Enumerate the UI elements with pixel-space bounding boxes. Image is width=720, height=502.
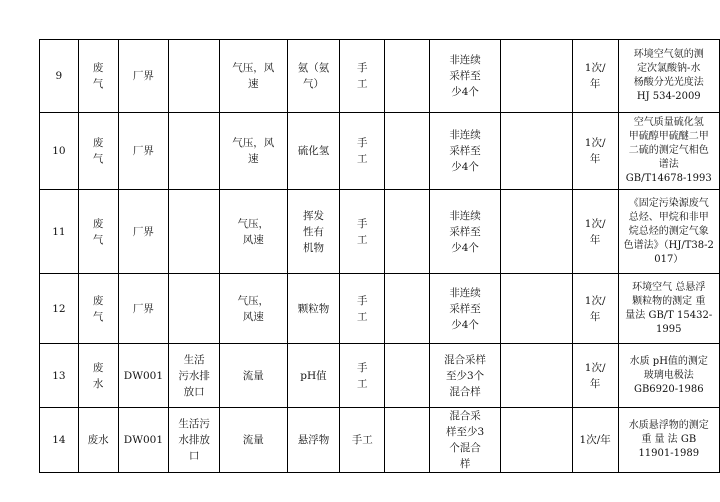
analysis-method-line: 烷总烃的测定气象	[628, 225, 709, 237]
row-number	[40, 408, 79, 473]
monitoring-item	[287, 408, 340, 473]
empty-cell	[501, 274, 572, 344]
analysis-method-line: 定次氯酸钠-水	[637, 63, 701, 74]
row-number	[40, 40, 79, 113]
row-number	[40, 113, 79, 190]
frequency	[572, 113, 618, 190]
outlet-name-line: 水排放	[178, 434, 210, 446]
analysis-method-line: 颗粒物的测定 重	[632, 295, 706, 307]
pollutant-type	[78, 408, 118, 473]
monitoring-item-line: pH值	[300, 369, 327, 382]
frequency-line: 1次/	[584, 137, 606, 149]
pollutant-type	[78, 190, 118, 274]
pollutant-type-line: 气	[92, 233, 104, 246]
outlet-name-line: 放口	[183, 385, 205, 398]
analysis-method-line: 11901-1989	[638, 448, 700, 459]
monitoring-mode	[340, 190, 385, 274]
row-number	[40, 190, 79, 274]
outlet-name-line: 污水排	[178, 369, 210, 382]
monitoring-point	[118, 344, 169, 408]
monitoring-item	[287, 40, 340, 113]
frequency-line: 1次/	[584, 62, 606, 74]
monitoring-point-text: 厂界	[132, 225, 154, 238]
monitoring-point	[118, 274, 169, 344]
empty-cell	[385, 274, 430, 344]
outlet-name-line: 生活污	[178, 418, 210, 430]
empty-cell	[385, 344, 430, 408]
sampling-method	[429, 190, 501, 274]
empty-cell	[501, 190, 572, 274]
analysis-method-line: 空气质量硫化氢	[633, 117, 704, 128]
sampling-method-line: 采样至	[449, 225, 481, 238]
monitoring-mode	[340, 113, 385, 190]
pollutant-type-line: 废水	[87, 434, 109, 446]
sampling-method-line: 采样至	[449, 70, 481, 82]
sampling-method	[429, 408, 501, 473]
frequency-line: 年	[589, 78, 601, 90]
empty-cell	[501, 344, 572, 408]
monitoring-point-text: 厂界	[132, 70, 154, 82]
analysis-method-line: 量法 GB/T 15432-	[625, 309, 713, 321]
parameters-line: 气压，	[237, 217, 270, 230]
analysis-method-line: 环境空气氨的测	[633, 49, 704, 60]
analysis-method-line: 《固定污染源废气	[628, 197, 709, 209]
monitoring-mode-line: 工	[357, 233, 368, 246]
sampling-method-line: 少4个	[451, 318, 479, 331]
frequency	[572, 190, 618, 274]
parameters-line: 气压，	[237, 294, 270, 307]
analysis-method-line: HJ 534-2009	[636, 91, 701, 102]
frequency-line: 年	[589, 153, 601, 165]
table-row	[40, 408, 720, 473]
parameters-line: 速	[248, 78, 259, 90]
monitoring-item-line: 颗粒物	[297, 302, 330, 315]
sampling-method-line: 少4个	[451, 86, 479, 98]
sampling-method-line: 非连续	[449, 286, 481, 299]
parameters-line: 速	[248, 153, 259, 165]
parameters-line: 风速	[242, 310, 264, 323]
monitoring-item-line: 硫化氢	[297, 145, 330, 157]
parameters-line: 气压，风	[232, 62, 275, 74]
frequency	[572, 344, 618, 408]
frequency-line: 年	[589, 377, 601, 390]
monitoring-item-line: 气）	[302, 78, 324, 90]
empty-cell	[385, 113, 430, 190]
analysis-method-line: 环境空气 总悬浮	[632, 281, 706, 293]
table-row	[40, 113, 720, 190]
pollutant-type-line: 废	[92, 361, 104, 374]
table-row	[40, 344, 720, 408]
sampling-method-line: 至少3个	[445, 369, 485, 382]
monitoring-point-text: DW001	[123, 369, 164, 382]
pollutant-type-line: 废	[92, 62, 104, 74]
analysis-method	[618, 190, 719, 274]
sampling-method-line: 少4个	[451, 161, 479, 173]
pollutant-type	[78, 274, 118, 344]
parameters-line: 流量	[242, 369, 264, 382]
monitoring-mode-line: 工	[357, 153, 368, 165]
frequency-line: 1次/	[584, 294, 606, 307]
monitoring-point-text: 厂界	[132, 145, 154, 157]
pollutant-type-line: 气	[92, 310, 104, 323]
pollutant-type-line: 废	[92, 137, 104, 149]
analysis-method-line: 水质悬浮物的测定	[628, 420, 709, 431]
monitoring-mode-line: 工	[357, 78, 368, 90]
outlet-name-line: 生活	[183, 353, 205, 366]
empty-cell	[501, 113, 572, 190]
monitoring-point	[118, 40, 169, 113]
table-row	[40, 274, 720, 344]
pollutant-type-line: 废	[92, 217, 104, 230]
monitoring-item-line: 悬浮物	[297, 434, 330, 446]
empty-cell	[501, 40, 572, 113]
monitoring-point	[118, 408, 169, 473]
analysis-method-line: 色谱法》（HJ/T38-2	[623, 239, 714, 251]
row-number-text: 10	[52, 145, 66, 157]
table-row	[40, 190, 720, 274]
row-number-text: 12	[52, 302, 66, 315]
frequency-line: 1次/	[584, 361, 606, 374]
monitoring-mode-line: 手工	[351, 434, 373, 446]
monitoring-mode-line: 手	[357, 361, 368, 374]
table-row	[40, 40, 720, 113]
analysis-method	[618, 113, 719, 190]
parameters	[219, 113, 287, 190]
sampling-method	[429, 113, 501, 190]
monitoring-item-line: 挥发	[302, 209, 324, 222]
analysis-method	[618, 274, 719, 344]
outlet-name	[169, 344, 220, 408]
pollutant-type-line: 水	[92, 377, 104, 390]
analysis-method-line: 水质 pH值的测定	[629, 355, 708, 367]
sampling-method-line: 少4个	[451, 241, 479, 254]
parameters	[219, 40, 287, 113]
parameters	[219, 274, 287, 344]
analysis-method-line: GB/T14678-1993	[625, 173, 712, 184]
analysis-method-line: 二硫的测定气相色	[628, 145, 709, 156]
pollutant-type	[78, 344, 118, 408]
frequency	[572, 408, 618, 473]
analysis-method-line: 谱法	[658, 159, 679, 170]
analysis-method-line: 017）	[654, 253, 684, 265]
parameters	[219, 344, 287, 408]
monitoring-item	[287, 344, 340, 408]
frequency-line: 1次/年	[579, 434, 611, 446]
monitoring-table	[39, 39, 720, 473]
sampling-method-line: 混合采样	[444, 353, 487, 366]
sampling-method	[429, 40, 501, 113]
sampling-method-line: 样	[459, 458, 471, 470]
empty-cell	[385, 408, 430, 473]
monitoring-mode	[340, 40, 385, 113]
frequency	[572, 274, 618, 344]
sampling-method-line: 非连续	[449, 54, 481, 66]
sampling-method-line: 非连续	[449, 209, 481, 222]
monitoring-mode-line: 手	[357, 137, 368, 149]
parameters-line: 流量	[242, 434, 264, 446]
monitoring-mode-line: 工	[357, 310, 368, 323]
monitoring-point-text: 厂界	[132, 302, 154, 315]
monitoring-item	[287, 113, 340, 190]
sampling-method-line: 混合采	[449, 410, 481, 422]
analysis-method	[618, 40, 719, 113]
analysis-method	[618, 344, 719, 408]
monitoring-item-line: 机物	[302, 241, 324, 254]
analysis-method-line: 玻璃电极法	[643, 369, 694, 381]
sampling-method-line: 非连续	[449, 129, 481, 141]
empty-cell	[501, 408, 572, 473]
row-number	[40, 344, 79, 408]
monitoring-point	[118, 113, 169, 190]
monitoring-point	[118, 190, 169, 274]
row-number	[40, 274, 79, 344]
outlet-name	[169, 113, 220, 190]
sampling-method-line: 样至少3	[445, 426, 485, 438]
parameters-line: 气压，风	[232, 137, 275, 149]
frequency-line: 年	[589, 310, 601, 323]
outlet-name	[169, 274, 220, 344]
frequency-line: 年	[589, 233, 601, 246]
sampling-method-line: 混合样	[449, 385, 481, 398]
monitoring-mode	[340, 344, 385, 408]
sampling-method	[429, 274, 501, 344]
analysis-method-line: 重 量 法 GB	[641, 434, 697, 445]
analysis-method-line: GB6920-1986	[633, 383, 704, 395]
row-number-text: 14	[52, 434, 66, 446]
analysis-method-line: 总烃、甲烷和非甲	[628, 211, 709, 223]
sampling-method-line: 采样至	[449, 145, 481, 157]
row-number-text: 13	[52, 369, 66, 382]
monitoring-mode-line: 手	[357, 294, 368, 307]
outlet-name-line: 口	[188, 450, 200, 462]
row-number-text: 9	[55, 70, 63, 82]
pollutant-type	[78, 40, 118, 113]
pollutant-type	[78, 113, 118, 190]
monitoring-point-text: DW001	[123, 434, 164, 446]
monitoring-item	[287, 274, 340, 344]
outlet-name	[169, 190, 220, 274]
monitoring-mode	[340, 408, 385, 473]
outlet-name	[169, 40, 220, 113]
monitoring-mode	[340, 274, 385, 344]
sampling-method-line: 个混合	[449, 442, 481, 454]
monitoring-mode-line: 手	[357, 62, 368, 74]
pollutant-type-line: 气	[92, 78, 104, 90]
analysis-method-line: 甲硫醇甲硫醚二甲	[628, 131, 709, 142]
parameters-line: 风速	[242, 233, 264, 246]
row-number-text: 11	[52, 225, 66, 238]
analysis-method-line: 1995	[656, 323, 682, 335]
empty-cell	[385, 40, 430, 113]
empty-cell	[385, 190, 430, 274]
frequency	[572, 40, 618, 113]
outlet-name	[169, 408, 220, 473]
parameters	[219, 408, 287, 473]
monitoring-item-line: 性有	[302, 225, 324, 238]
sampling-method-line: 采样至	[449, 302, 481, 315]
pollutant-type-line: 气	[92, 153, 104, 165]
sampling-method	[429, 344, 501, 408]
analysis-method	[618, 408, 719, 473]
analysis-method-line: 杨酸分光光度法	[633, 77, 704, 88]
parameters	[219, 190, 287, 274]
monitoring-item-line: 氨（氨	[297, 62, 330, 74]
monitoring-item	[287, 190, 340, 274]
pollutant-type-line: 废	[92, 294, 104, 307]
frequency-line: 1次/	[584, 217, 606, 230]
monitoring-mode-line: 手	[357, 217, 368, 230]
monitoring-mode-line: 工	[357, 377, 368, 390]
